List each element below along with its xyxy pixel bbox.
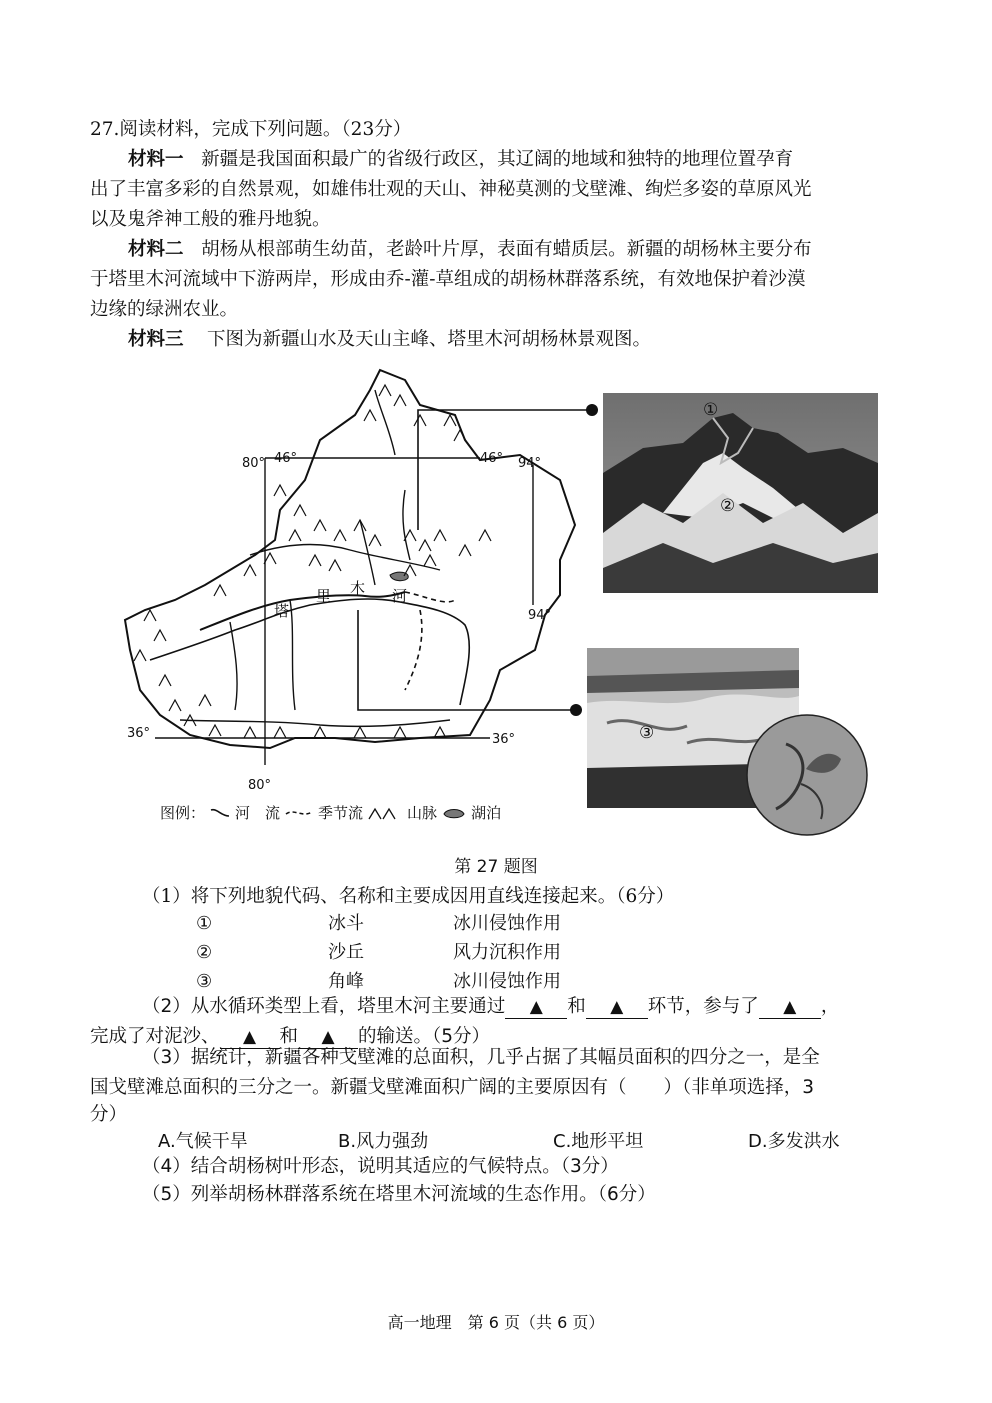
q2-blank-5-mark: ▲ [321,1027,335,1047]
xinjiang-outline [125,370,575,748]
material-3-line-1 [128,325,651,355]
mountain-icon [354,727,366,738]
legend-title: 图例： [160,804,206,822]
q1-codes [196,909,212,996]
q3-choice-c[interactable]: C.地形平坦 [553,1131,644,1152]
legend-seasonal-icon [284,806,314,820]
q2-blank-4-mark: ▲ [242,1027,257,1047]
lon-label-94-top: 94° [518,456,542,471]
legend-lake: 湖泊 [471,804,502,822]
photo-marker-3: ③ [639,723,655,743]
material-2-text: 胡杨从根部萌生幼苗，老龄叶片厚，表面有蜡质层。新疆的胡杨林主要分布 [201,239,812,260]
legend-mountain-icon [367,806,403,820]
mountain-icon [424,555,436,566]
material-2-label: 材料二 [128,239,184,260]
q3-line-2: 国戈壁滩总面积的三分之一。新疆戈壁滩面积广阔的主要原因有（ ）（非单项选择，3 [90,1077,815,1098]
tianshan-peak-photo [603,393,878,593]
lon-label-80-bottom: 80° [248,778,272,793]
q2-line-1 [142,992,839,1022]
mountain-icon [209,725,221,736]
material-2-line-3: 边缘的绿洲农业。 [90,299,239,320]
mountain-icon [159,675,171,686]
q2-text-3: 环节，参与了 [647,996,759,1017]
material-1-label: 材料一 [128,149,184,170]
mountain-icon [419,540,431,551]
tributary-4 [403,490,410,560]
q2-text-4: ， [820,996,840,1017]
q2-blank-3[interactable] [759,996,821,1019]
lon-label-94-bottom: 94° [528,608,552,623]
q2-blank-1[interactable] [505,996,567,1019]
mountain-icon [314,520,326,531]
mountain-icon [379,385,391,396]
populus-leaf-inset [746,714,868,836]
q2-text-7: 的输送。（5分） [358,1026,491,1047]
river-char-3: 木 [350,579,366,597]
lat-label-36-left: 36° [127,726,151,741]
material-1-line-3: 以及鬼斧神工般的雅丹地貌。 [90,209,331,230]
q2-blank-1-mark: ▲ [529,997,543,1017]
mountain-icon [244,727,256,738]
mountain-icon [244,565,256,576]
map-legend [160,802,501,823]
legend-mountain: 山脉 [407,804,438,822]
lat-label-36-right: 36° [492,732,516,747]
river-char-1: 塔 [274,602,290,620]
q2-text-5: 完成了对泥沙、 [90,1026,220,1047]
mountain-icon [264,553,276,564]
legend-river: 河 流 [235,804,281,822]
pointer-line-1 [418,410,590,530]
mountain-icon [414,415,426,426]
mountain-icon [444,415,456,426]
mountain-icon [274,485,286,496]
mountain-icon [434,530,446,541]
mountain-icon [294,505,306,516]
question-title: 27.阅读材料，完成下列问题。（23分） [90,119,412,140]
q1-name-3: 角峰 [328,971,364,992]
mountain-icon [309,555,321,566]
mountain-icon [199,695,211,706]
q1-name-2: 沙丘 [328,942,364,963]
kunlun-foot [180,720,450,726]
material-1-text: 新疆是我国面积最广的省级行政区，其辽阔的地域和独特的地理位置孕育 [201,149,794,170]
river-char-4: 河 [392,587,408,605]
tarim-basin-boundary [150,599,469,705]
q2-blank-2-mark: ▲ [610,997,624,1017]
mountain-icon [459,545,471,556]
legend-lake-icon [441,806,467,820]
mountain-icon [289,530,301,541]
material-2-line-2: 于塔里木河流域中下游两岸，形成由乔-灌-草组成的胡杨林群落系统，有效地保护着沙漠 [90,269,806,290]
q2-text-2: 和 [567,996,586,1017]
mountain-symbols [134,385,491,738]
mountain-icon [394,395,406,406]
q1-cause-3: 冰川侵蚀作用 [453,971,561,992]
seasonal-river-2 [405,610,422,690]
legend-river-icon [209,806,231,820]
seasonal-river [405,592,455,602]
river-char-2: 里 [316,587,332,605]
pointer-dot-1 [586,404,598,416]
page-footer: 高一地理 第 6 页（共 6 页） [387,1313,605,1332]
q2-text-1: （2）从水循环类型上看，塔里木河主要通过 [142,996,506,1017]
lat-label-46-left: 46° [274,451,298,466]
q3-choice-a[interactable]: A.气候干旱 [158,1131,248,1152]
mountain-icon [364,410,376,421]
figure-caption: 第 27 题图 [454,857,538,877]
photo-marker-1: ① [703,400,719,420]
photo-marker-2: ② [720,496,736,516]
lat-label-46-right: 46° [480,451,504,466]
q3-line-3: 分） [90,1104,128,1125]
mountain-icon [394,727,406,738]
q1-names [328,909,364,996]
q1-code-3: ③ [196,971,213,992]
material-3-label: 材料三 [128,329,184,350]
q1-name-1: 冰斗 [328,913,364,934]
q2-blank-3-mark: ▲ [783,997,797,1017]
q1-code-2: ② [196,942,213,963]
mountain-icon [144,610,156,621]
material-3-text: 下图为新疆山水及天山主峰、塔里木河胡杨林景观图。 [207,329,652,350]
q1-code-1: ① [196,913,213,934]
tributary-2 [230,622,237,710]
q3-line-1: （3）据统计，新疆各种戈壁滩的总面积，几乎占据了其幅员面积的四分之一，是全 [142,1047,820,1068]
q4-stem: （4）结合胡杨树叶形态，说明其适应的气候特点。（3分） [142,1156,619,1177]
mountain-icon [214,585,226,596]
tributary-1 [290,600,295,710]
mountain-icon [334,530,346,541]
material-1-line-1 [128,145,793,175]
q1-stem: （1）将下列地貌代码、名称和主要成因用直线连接起来。（6分） [142,886,675,907]
mountain-icon [134,650,146,661]
mountain-icon [479,530,491,541]
tianshan-ridge [250,545,440,570]
mountain-icon [369,535,381,546]
mountain-icon [314,727,326,738]
q3-choice-b[interactable]: B.风力强劲 [338,1131,429,1152]
pointer-dot-2 [570,704,582,716]
mountain-icon [274,727,286,738]
mountain-icon [169,700,181,711]
q3-choice-d[interactable]: D.多发洪水 [748,1131,840,1152]
q1-causes [453,909,561,996]
mountain-icon [154,630,166,641]
lon-label-80-top: 80° [242,456,266,471]
q2-blank-2[interactable] [586,996,648,1019]
legend-seasonal: 季节流 [318,804,364,822]
q5-stem: （5）列举胡杨林群落系统在塔里木河流域的生态作用。（6分） [142,1184,656,1205]
mountain-icon [329,560,341,571]
material-2-line-1 [128,235,812,265]
tributary-5 [375,390,395,455]
q1-cause-2: 风力沉积作用 [453,942,561,963]
material-1-line-2: 出了丰富多彩的自然景观，如雄伟壮观的天山、神秘莫测的戈壁滩、绚烂多姿的草原风光 [90,179,812,200]
q2-text-6: 和 [279,1026,299,1047]
q1-cause-1: 冰川侵蚀作用 [453,913,561,934]
